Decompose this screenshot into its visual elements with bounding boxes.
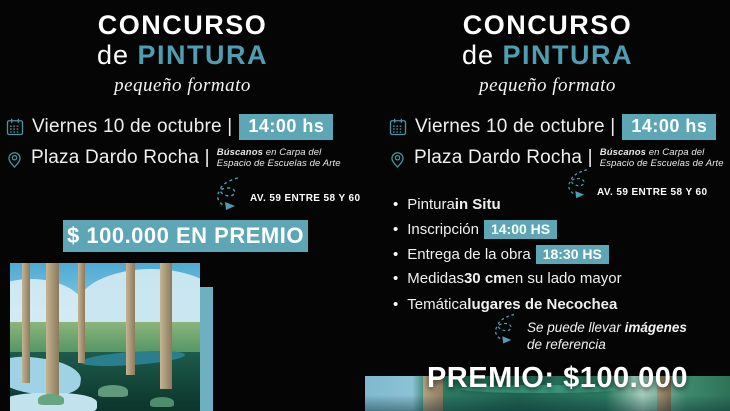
calendar-icon (388, 117, 408, 137)
bullet-inscripcion (393, 220, 557, 239)
bullet-text: • Inscripción (407, 221, 479, 238)
date-time-highlight: 14:00 hs (239, 114, 333, 140)
painting-tree-trunk (46, 263, 59, 395)
calendar-icon (5, 117, 25, 137)
location-pin-icon (5, 149, 24, 170)
bullet-bold: 30 cm (463, 270, 507, 287)
poster-title-line1: CONCURSO (97, 10, 268, 40)
title-de: de (96, 39, 130, 70)
poster-title-line1: CONCURSO (462, 10, 633, 40)
poster-title-line2 (0, 39, 365, 70)
title-accent: PINTURA (137, 39, 269, 70)
bullet-time-highlight: 14:00 HS (484, 220, 557, 239)
date-text: Viernes 10 de octubre | (32, 116, 233, 137)
painting-grass (150, 397, 174, 407)
location-note-rest: en Carpa del (263, 147, 322, 158)
bullet-medidas (393, 270, 622, 287)
poster-subtitle: pequeño formato (479, 75, 616, 97)
location-note (600, 147, 730, 170)
prize-text: PREMIO: $100.000 (426, 362, 689, 394)
bullet-text: • Medidas (407, 270, 464, 287)
location-line (5, 147, 357, 170)
date-text: Viernes 10 de octubre | (415, 116, 616, 137)
painting-photo (10, 263, 200, 411)
bullet-pintura-in-situ (393, 196, 501, 213)
location-note (217, 147, 357, 170)
bullet-text: • Temática (407, 296, 468, 313)
location-pin-icon (388, 149, 407, 170)
date-line (5, 114, 333, 140)
reference-note-text: Se puede llevar (527, 320, 625, 335)
reference-note-bold: imágenes (624, 320, 687, 335)
prize-banner: $ 100.000 EN PREMIO (63, 220, 308, 252)
location-note-rest: en Carpa del (646, 147, 705, 158)
bullet-time-highlight: 18:30 HS (536, 245, 609, 264)
painting-tree-trunk (126, 263, 135, 375)
location-note-line2: Espacio de Escuelas de Arte (216, 158, 341, 170)
bullet-bold: in Situ (454, 196, 501, 213)
bullet-text: en su lado mayor (506, 270, 622, 287)
title-block (365, 12, 730, 95)
location-text: Plaza Dardo Rocha | (414, 147, 593, 168)
dashed-arrow-icon (485, 312, 525, 346)
address-text: AV. 59 ENTRE 58 Y 60 (597, 187, 708, 198)
painting-shade (365, 395, 730, 411)
painting-grass (38, 394, 64, 405)
location-note-line2: Espacio de Escuelas de Arte (599, 158, 724, 170)
dashed-arrow-icon (558, 168, 598, 200)
reference-note-line2: de referencia (527, 336, 606, 352)
bullet-tematica (393, 296, 617, 313)
painting-tree-trunk (22, 263, 30, 383)
bullet-text: • Pintura (407, 196, 455, 213)
title-accent: PINTURA (502, 39, 634, 70)
poster-right (365, 0, 730, 411)
address-text: AV. 59 ENTRE 58 Y 60 (250, 193, 361, 204)
bullet-bold: lugares de Necochea (467, 296, 618, 313)
title-de: de (461, 39, 495, 70)
painting-grass (98, 385, 128, 397)
painting-tree-trunk (160, 263, 172, 389)
date-time-highlight: 14:00 hs (622, 114, 716, 140)
reference-note (527, 320, 687, 354)
poster-title-line2 (365, 39, 730, 70)
painting-tree-trunk (78, 263, 85, 363)
dashed-arrow-icon (206, 176, 250, 212)
date-line (388, 114, 716, 140)
location-note-bold: Búscanos (216, 147, 263, 158)
bullet-text: • Entrega de la obra (407, 246, 531, 263)
bullet-entrega (393, 245, 609, 264)
location-note-bold: Búscanos (599, 147, 646, 158)
title-block (0, 12, 365, 95)
location-line (388, 147, 730, 170)
location-text: Plaza Dardo Rocha | (31, 147, 210, 168)
poster-subtitle: pequeño formato (114, 75, 251, 97)
